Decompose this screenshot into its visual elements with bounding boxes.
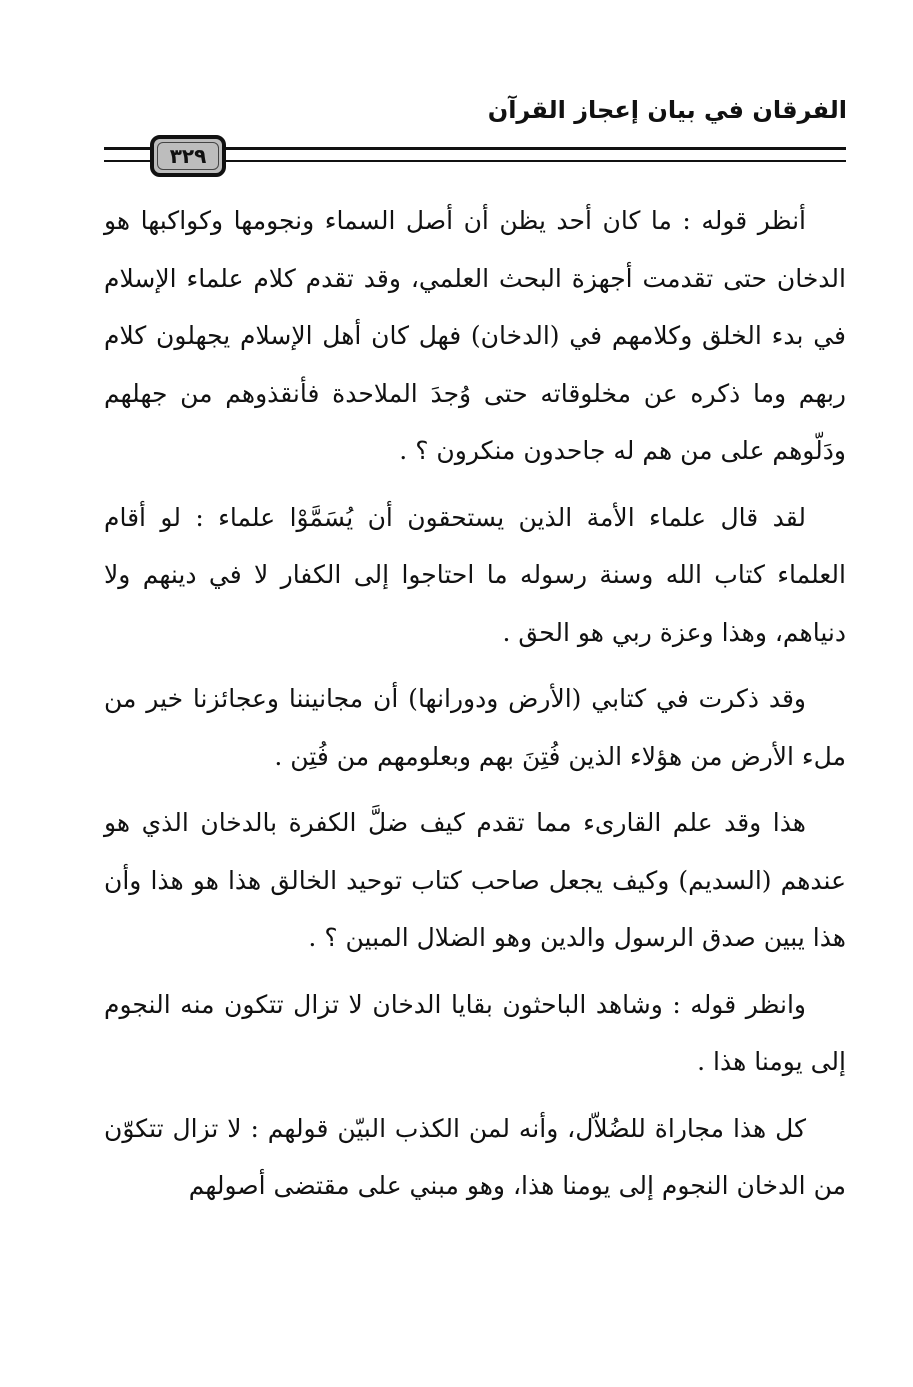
body-text <box>104 192 846 1224</box>
page-number-badge <box>150 135 226 177</box>
paragraph: لقد قال علماء الأمة الذين يستحقون أن يُسَمَّوْا علماء : لو أقام العلماء كتاب الله وسنة رسوله ما احتاجوا إلى الكفار لا في دينهم ولا دنياهم، وهذا وعزة ربي هو الحق . <box>104 502 846 647</box>
running-header-title: الفرقان في بيان إعجاز القرآن <box>487 96 847 124</box>
page-number: ٣٢٩ <box>157 142 219 170</box>
header-rule-left-lower <box>104 160 150 162</box>
paragraph: وقد ذكرت في كتابي (الأرض ودورانها) أن مجانيننا وعجائزنا خير من ملء الأرض من هؤلاء الذين فُتِنَ بهم وبعلومهم من فُتِن . <box>104 684 846 771</box>
paragraph: هذا وقد علم القارىء مما تقدم كيف ضلَّ الكفرة بالدخان الذي هو عندهم (السديم) وكيف يجعل صاحب كتاب توحيد الخالق هذا هو هذا وأن هذا يبين صدق الرسول والدين وهو الضلال المبين ؟ . <box>104 808 846 952</box>
paragraph: كل هذا مجاراة للضُلاّل، وأنه لمن الكذب البيّن قولهم : لا تزال تتكوّن من الدخان النجوم إلى يومنا هذا، وهو مبني على مقتضى أصولهم <box>104 1113 846 1200</box>
paragraph: وانظر قوله : وشاهد الباحثون بقايا الدخان لا تزال تتكون منه النجوم إلى يومنا هذا . <box>104 989 846 1076</box>
header-rule-right-lower <box>226 160 846 162</box>
header-rule-left-upper <box>104 147 150 150</box>
header-rule-right-upper <box>226 147 846 150</box>
paragraph: أنظر قوله : ما كان أحد يظن أن أصل السماء ونجومها وكواكبها هو الدخان حتى تقدمت أجهزة البحث العلمي، وقد تقدم كلام علماء الإسلام في بدء الخلق وكلامهم في (الدخان) فهل كان أهل الإسلام يجهلون كلام ربهم وما ذكره عن مخلوقاته حتى وُجدَ الملاحدة فأنقذوهم من جهلهم ودَلّوهم على من هم له جاحدون منكرون ؟ . <box>104 206 846 465</box>
